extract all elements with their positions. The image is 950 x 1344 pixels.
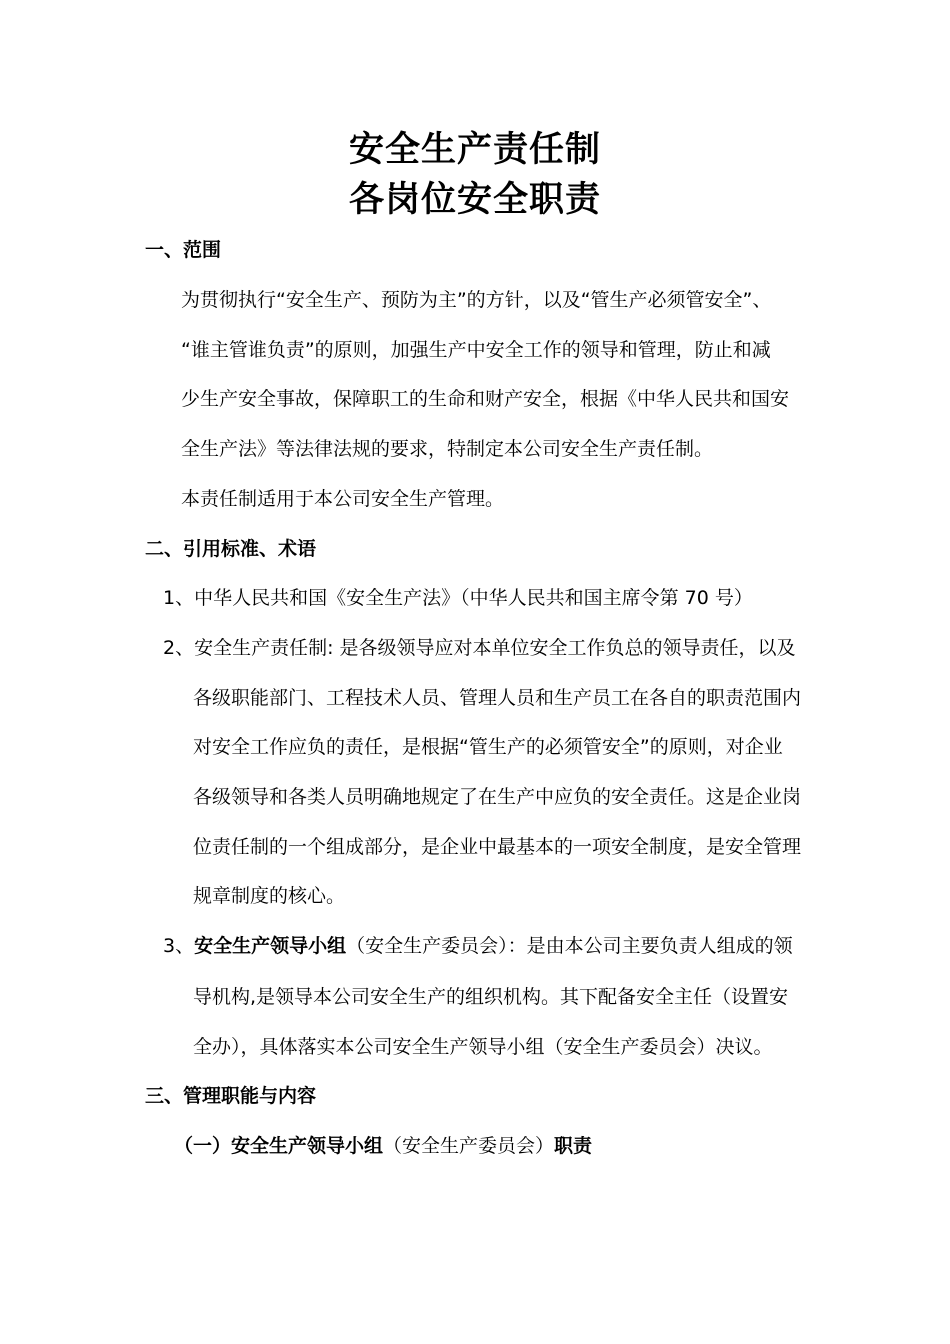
paragraph-line: 少生产安全事故，保障职工的生命和财产安全，根据《中华人民共和国安 (181, 388, 790, 410)
list-item: 2、安全生产责任制: 是各级领导应对本单位安全工作负总的领导责任，以及 (163, 637, 796, 659)
list-item-continuation: 导机构,是领导本公司安全生产的组织机构。其下配备安全主任（设置安 (193, 986, 789, 1008)
list-item-continuation: 对安全工作应负的责任，是根据“管生产的必须管安全”的原则，对企业 (193, 736, 783, 758)
subsection-heading (174, 1131, 592, 1161)
paragraph-line: 全生产法》等法律法规的要求，特制定本公司安全生产责任制。 (181, 438, 714, 460)
subsection-normal: （安全生产委员会） (383, 1135, 555, 1157)
paragraph-line: 为贯彻执行“安全生产、预防为主”的方针，以及“管生产必须管安全”、 (181, 289, 772, 311)
paragraph-line: “谁主管谁负责”的原则，加强生产中安全工作的领导和管理，防止和减 (181, 339, 771, 361)
list-item-continuation: 各级领导和各类人员明确地规定了在生产中应负的安全责任。这是企业岗 (193, 786, 802, 808)
list-item-continuation: 规章制度的核心。 (193, 885, 346, 907)
list-item (163, 931, 793, 961)
document-title-line-1: 安全生产责任制 (348, 130, 601, 170)
list-item-continuation: 位责任制的一个组成部分，是企业中最基本的一项安全制度，是安全管理 (193, 836, 802, 858)
section-heading-management: 三、管理职能与内容 (145, 1085, 317, 1107)
paragraph-line: 本责任制适用于本公司安全生产管理。 (181, 488, 505, 510)
list-item-bold-term: 安全生产领导小组 (194, 935, 347, 957)
subsection-bold-a: （一）安全生产领导小组 (174, 1135, 384, 1157)
section-heading-references: 二、引用标准、术语 (145, 538, 317, 560)
list-item: 1、中华人民共和国《安全生产法》（中华人民共和国主席令第 70 号） (163, 587, 753, 609)
subsection-bold-b: 职责 (554, 1135, 593, 1157)
section-heading-scope: 一、范围 (145, 239, 222, 261)
list-item-number: 3、 (163, 935, 195, 957)
list-item-continuation: 各级职能部门、工程技术人员、管理人员和生产员工在各自的职责范围内 (193, 687, 802, 709)
list-item-continuation: 全办），具体落实本公司安全生产领导小组（安全生产委员会）决议。 (193, 1036, 773, 1058)
document-title-line-2: 各岗位安全职责 (348, 180, 601, 220)
list-item-text: （安全生产委员会）：是由本公司主要负责人组成的领 (346, 935, 793, 957)
